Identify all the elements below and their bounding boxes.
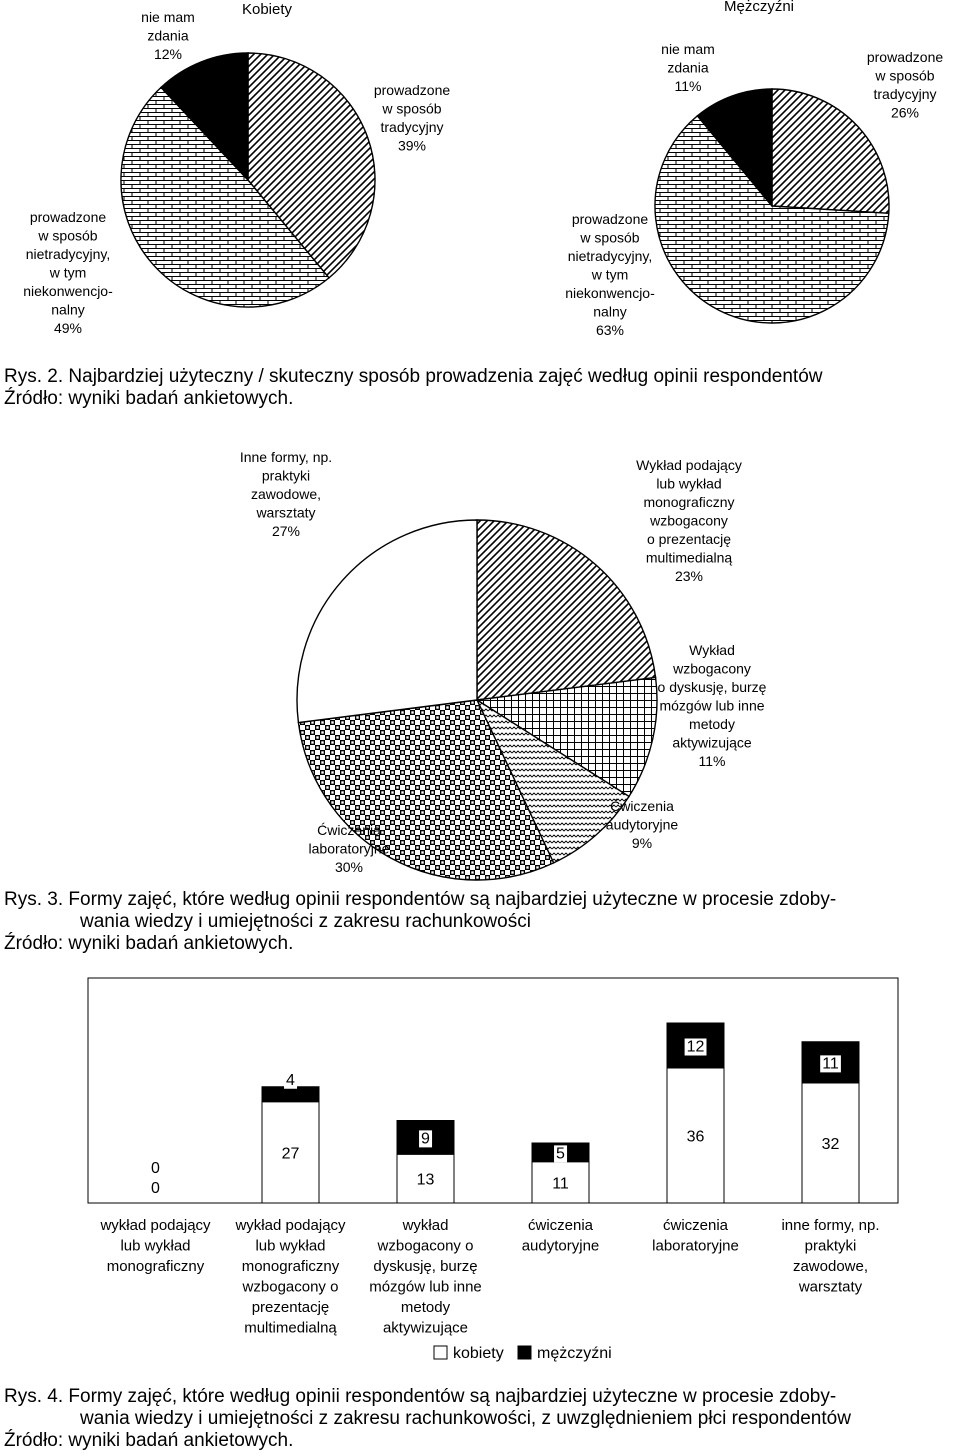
legend-label-1: kobiety — [453, 1345, 504, 1362]
pie1-title: Kobiety — [241, 1, 293, 18]
bar-5-value-mezczyzni: 12 — [686, 1038, 705, 1056]
figure3-caption-title-cont: wania wiedzy i umiejętności z zakresu rachunkowości — [80, 911, 531, 932]
bar-3-value-kobiety: 13 — [416, 1171, 435, 1189]
bar-category-3: wykład wzbogacony o dyskusję, burzę mózgów lub inne metody aktywizujące — [369, 1217, 482, 1337]
pie3-slice-1 — [477, 520, 656, 700]
bar-3-value-mezczyzni: 9 — [421, 1130, 430, 1148]
figure3-caption-source: Źródło: wyniki badań ankietowych. — [4, 933, 294, 954]
chart-marks — [88, 53, 898, 1359]
pie2-title: Mężczyźni — [723, 0, 795, 15]
legend-swatch-2 — [518, 1346, 531, 1359]
pie2-label-3: nie mam zdania 11% — [661, 41, 715, 94]
pie1-label-1: prowadzone w sposób tradycyjny 39% — [373, 82, 451, 154]
figure4-caption — [4, 1386, 851, 1452]
pie2-slice-1 — [772, 89, 889, 213]
figure4-caption-title: Rys. 4. Formy zajęć, które według opinii respondentów są najbardziej użyteczne w procesie zdoby- — [4, 1386, 837, 1407]
figure2-caption-title: Rys. 2. Najbardziej użyteczny / skuteczny sposób prowadzenia zajęć według opinii respondentów — [4, 366, 823, 387]
bar-1-value-kobiety: 0 — [151, 1180, 160, 1197]
legend-label-2: mężczyźni — [537, 1345, 612, 1362]
bar-4-value-mezczyzni: 5 — [556, 1145, 565, 1163]
bar-category-5: ćwiczenia laboratoryjne — [652, 1217, 739, 1255]
pie2-label-1: prowadzone w sposób tradycyjny 26% — [866, 49, 944, 121]
bar-category-2: wykład podający lub wykład monograficzny wzbogacony o prezentację multimedialną — [235, 1217, 346, 1337]
figure4-caption-title-cont: wania wiedzy i umiejętności z zakresu rachunkowości, z uwzględnieniem płci respondentów — [80, 1408, 851, 1429]
pie3-label-5: Inne formy, np. praktyki zawodowe, warsztaty 27% — [239, 449, 333, 539]
bar-2-mezczyzni — [262, 1087, 319, 1102]
bar-6-value-mezczyzni: 11 — [822, 1055, 839, 1073]
bar-category-4: ćwiczenia audytoryjne — [521, 1217, 600, 1255]
pie3-slice-5 — [297, 520, 477, 723]
pie3-label-4: Ćwiczenia laboratoryjne 30% — [308, 822, 390, 875]
bar-category-6: inne formy, np. praktyki zawodowe, warsztaty — [781, 1217, 880, 1296]
pie3-label-3: Ćwiczenia audytoryjne 9% — [605, 798, 679, 851]
figure3-caption-title: Rys. 3. Formy zajęć, które według opinii respondentów są najbardziej użyteczne w procesie zdoby- — [4, 889, 837, 910]
bar-4-value-kobiety: 11 — [552, 1175, 569, 1193]
pie1-label-2: prowadzone w sposób nietradycyjny, w tym niekonwencjo-nalny 49% — [23, 209, 113, 336]
bar-2-value-kobiety: 27 — [281, 1145, 300, 1163]
bar-5-value-kobiety: 36 — [686, 1128, 705, 1146]
pie3-label-2: Wykład wzbogacony o dyskusję, burzę mózgów lub inne metody aktywizujące 11% — [657, 642, 767, 769]
bar-2-value-mezczyzni: 4 — [286, 1071, 295, 1089]
bar-6-value-kobiety: 32 — [821, 1136, 840, 1153]
bar-1-value-mezczyzni: 0 — [151, 1160, 160, 1177]
bar-category-1: wykład podający lub wykład monograficzny — [100, 1217, 211, 1275]
pie1-label-3: nie mam zdania 12% — [141, 9, 195, 62]
pie2-label-2: prowadzone w sposób nietradycyjny, w tym niekonwencjo-nalny 63% — [565, 211, 655, 338]
figure2-caption — [4, 366, 823, 410]
figure4-caption-source: Źródło: wyniki badań ankietowych. — [4, 1430, 294, 1451]
pie3-label-1: Wykład podający lub wykład monograficzny wzbogacony o prezentację multimedialną 23% — [636, 457, 742, 584]
legend-swatch-1 — [434, 1346, 447, 1359]
figure2-caption-source: Źródło: wyniki badań ankietowych. — [4, 388, 294, 409]
bar-plot-area — [88, 978, 898, 1203]
figure3-caption — [4, 889, 836, 955]
